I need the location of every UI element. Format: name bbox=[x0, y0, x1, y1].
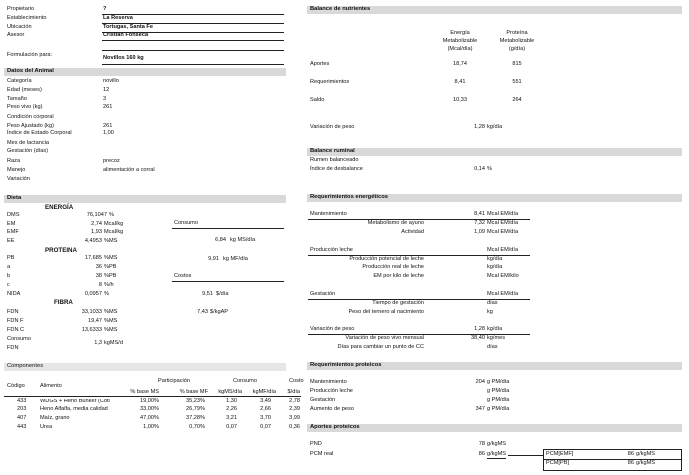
component-kgms: 2,26 bbox=[226, 406, 237, 412]
diet-unit: Mcal/kg bbox=[104, 229, 124, 235]
diet-label: EE bbox=[7, 238, 15, 244]
diet-value: 38 bbox=[95, 273, 102, 279]
protein-req-label: Aumento de peso bbox=[310, 406, 354, 412]
animal-value: novillo bbox=[103, 78, 119, 84]
animal-header: Datos del Animal bbox=[4, 68, 286, 76]
milk-row-unit: kg/día bbox=[487, 256, 503, 262]
animal-value: 261 bbox=[103, 123, 113, 129]
energy-req-unit: Mcal EM/día bbox=[487, 211, 519, 217]
diet-label: NIDA bbox=[7, 291, 21, 297]
protein-req-header: Requerimientos proteicos bbox=[307, 362, 682, 370]
component-ms: 47,00% bbox=[140, 415, 159, 421]
animal-value: 261 bbox=[103, 104, 113, 110]
col-consumption: Consumo bbox=[233, 378, 257, 384]
component-kgmf: 2,66 bbox=[260, 406, 271, 412]
component-name: Urea bbox=[40, 424, 53, 430]
diet-value: 33,1033 bbox=[81, 309, 102, 315]
animal-label: Tamaño bbox=[7, 96, 27, 102]
weight-var-unit: kg/día bbox=[487, 326, 503, 332]
diet-value: 1,93 bbox=[91, 229, 102, 235]
balance-label: Aportes bbox=[310, 61, 330, 67]
formulation-label: Formulación para: bbox=[7, 52, 53, 58]
protein-req-label: Producción leche bbox=[310, 388, 353, 394]
energy-req-unit: Mcal EM/día bbox=[487, 229, 519, 235]
col-cost: Costo bbox=[289, 378, 304, 384]
pcm-unit: g/kgMS bbox=[636, 451, 655, 457]
milk-row-label: EM por kilo de leche bbox=[373, 273, 424, 279]
animal-value: precoz bbox=[103, 158, 120, 164]
component-name: WDGS + Heno Bunker (Coti bbox=[40, 399, 110, 404]
component-kgmf: 0,07 bbox=[260, 424, 271, 430]
cost-value: 7,43 bbox=[197, 309, 208, 315]
diet-unit: %PB bbox=[104, 273, 117, 279]
weight-var-row-unit: kg/mes bbox=[487, 335, 506, 341]
pcm-box bbox=[543, 449, 682, 471]
milk-row-label: Producción potencial de leche bbox=[349, 256, 424, 262]
cost-unit: $/kgAP bbox=[210, 309, 229, 315]
consumption-title: Consumo bbox=[174, 220, 198, 226]
consumption-value: 9,91 bbox=[208, 256, 219, 262]
component-kgmf: 3,70 bbox=[260, 415, 271, 421]
establishment-label: Establecimiento bbox=[7, 15, 47, 21]
milk-label: Producción leche bbox=[310, 247, 353, 253]
diet-value: 4,4953 bbox=[84, 238, 102, 244]
protein-supply-header: Aportes proteicos bbox=[307, 424, 682, 432]
milk-row-unit: kg/día bbox=[487, 264, 503, 270]
diet-value: 0,0957 bbox=[84, 291, 102, 297]
cost-unit: $/día bbox=[216, 291, 229, 297]
diet-unit: Mcal/kg bbox=[104, 221, 124, 227]
gestation-label: Gestación bbox=[310, 291, 336, 297]
diet-label: c bbox=[7, 282, 10, 288]
component-mf: 35,23% bbox=[186, 398, 205, 404]
diet-label: FDN C bbox=[7, 327, 25, 333]
balance-label: Requerimientos bbox=[310, 79, 350, 85]
diet-label: FDN bbox=[7, 345, 19, 351]
balance-protein: 264 bbox=[512, 97, 522, 103]
establishment-value: La Reserva bbox=[103, 15, 133, 21]
diet-label: b bbox=[7, 273, 11, 279]
diet-label: FDN F bbox=[7, 318, 24, 324]
animal-label: Categoría bbox=[7, 78, 32, 84]
protein-req-unit: g PM/día bbox=[487, 379, 510, 385]
advisor-value: Cristian Fonseca bbox=[103, 32, 149, 38]
animal-label: Manejo bbox=[7, 167, 26, 173]
animal-label: Mes de lactancia bbox=[7, 140, 49, 146]
diet-header: Dieta bbox=[4, 195, 286, 203]
diet-unit: %MS bbox=[104, 309, 118, 315]
ruminal-status: Rumen balanceado bbox=[310, 157, 359, 163]
col-energy: Energía Metabolizable (Mcal/día) bbox=[442, 30, 478, 52]
owner-label: Propietario bbox=[7, 6, 35, 12]
diet-value: 17,685 bbox=[84, 255, 102, 261]
component-ms: 33,00% bbox=[140, 406, 159, 412]
protein-title: PROTEINA bbox=[45, 247, 77, 254]
energy-req-label: Mantenimiento bbox=[310, 211, 347, 217]
diet-label: DMS bbox=[7, 212, 20, 218]
col-food: Alimento bbox=[40, 383, 62, 389]
weight-change-unit: kg/día bbox=[487, 124, 503, 130]
protein-supply-unit: g/kgMS bbox=[487, 451, 506, 457]
component-cost: 3,99 bbox=[289, 415, 300, 421]
balance-protein: 815 bbox=[512, 61, 522, 67]
balance-protein: 551 bbox=[512, 79, 522, 85]
energy-req-value: 8,41 bbox=[474, 211, 485, 217]
diet-unit: %MS bbox=[104, 318, 118, 324]
diet-unit: % bbox=[109, 212, 114, 218]
consumption-unit: kg MF/día bbox=[223, 256, 248, 262]
col-kgms: kgMS/día bbox=[218, 389, 242, 395]
imbalance-unit: % bbox=[487, 166, 492, 172]
nutrient-balance-header: Balance de nutrientes bbox=[307, 6, 682, 14]
animal-label: Variación bbox=[7, 176, 30, 182]
balance-label: Saldo bbox=[310, 97, 325, 103]
component-mf: 26,79% bbox=[186, 406, 205, 412]
location-label: Ubicación bbox=[7, 24, 32, 30]
protein-req-unit: g PM/día bbox=[487, 388, 510, 394]
diet-value: 19,47 bbox=[88, 318, 102, 324]
diet-value: 2,74 bbox=[91, 221, 102, 227]
weight-var-label: Variación de peso bbox=[310, 326, 355, 332]
gestation-row-unit: días bbox=[487, 300, 498, 306]
gestation-row-label: Tiempo de gestación bbox=[372, 300, 424, 306]
protein-req-unit: g PM/día bbox=[487, 397, 510, 403]
diet-unit: %MS bbox=[104, 255, 118, 261]
location-value: Tortugas, Santa Fe bbox=[103, 24, 153, 30]
milk-unit: Mcal EM/día bbox=[487, 247, 519, 253]
energy-req-unit: Mcal EM/día bbox=[487, 220, 519, 226]
balance-energy: 18,74 bbox=[453, 61, 467, 67]
diet-label: FDN bbox=[7, 309, 19, 315]
diet-unit: %PB bbox=[104, 264, 117, 270]
col-protein: Proteína Metabolizable (g/día) bbox=[499, 30, 535, 52]
protein-req-label: Gestación bbox=[310, 397, 336, 403]
component-mf: 37,28% bbox=[186, 415, 205, 421]
animal-label: Edad (meses) bbox=[7, 87, 42, 93]
protein-req-unit: g PM/día bbox=[487, 406, 510, 412]
animal-value: 3 bbox=[103, 96, 107, 102]
protein-req-value: 204 bbox=[475, 379, 485, 385]
component-code: 203 bbox=[17, 406, 27, 412]
weight-var-row-value: 38,40 bbox=[471, 335, 485, 341]
col-participation: Participación bbox=[157, 378, 191, 384]
diet-value: 8 bbox=[98, 282, 102, 288]
weight-var-row-unit: días bbox=[487, 344, 498, 350]
component-code: 443 bbox=[17, 424, 27, 430]
component-cost: 2,78 bbox=[289, 398, 300, 404]
owner-value: ? bbox=[103, 6, 107, 12]
animal-value: 12 bbox=[103, 87, 110, 93]
component-cost: 2,39 bbox=[289, 406, 300, 412]
component-kgmf: 3,49 bbox=[260, 398, 271, 404]
component-mf: 0,70% bbox=[189, 424, 205, 430]
diet-unit: %MS bbox=[104, 238, 118, 244]
protein-supply-label: PCM real bbox=[310, 451, 334, 457]
component-ms: 19,00% bbox=[140, 398, 159, 404]
component-kgms: 0,07 bbox=[226, 424, 237, 430]
diet-label: a bbox=[7, 264, 11, 270]
component-name: Maíz, grano bbox=[40, 415, 70, 421]
balance-energy: 10,33 bbox=[453, 97, 467, 103]
col-base-mf: % base MF bbox=[179, 389, 208, 395]
protein-req-label: Mantenimiento bbox=[310, 379, 347, 385]
animal-value: alimentación a corral bbox=[103, 167, 155, 173]
weight-change-label: Variación de peso bbox=[310, 124, 355, 130]
imbalance-label: Índice de desbalance bbox=[310, 166, 363, 172]
gestation-row-unit: kg bbox=[487, 309, 493, 315]
protein-req-value: 347 bbox=[475, 406, 485, 412]
weight-var-row-label: Variación de peso vivo mensual bbox=[345, 335, 424, 341]
pcm-value: 86 bbox=[627, 460, 634, 466]
animal-label: Raza bbox=[7, 158, 21, 164]
energy-req-label: Metabolismo de ayuno bbox=[367, 220, 424, 226]
diet-unit: %/h bbox=[104, 282, 114, 288]
diet-unit: % bbox=[104, 291, 109, 297]
diet-value: 76,1047 bbox=[86, 212, 107, 218]
component-kgms: 3,21 bbox=[226, 415, 237, 421]
protein-supply-label: PND bbox=[310, 441, 322, 447]
imbalance-value: 0,14 bbox=[474, 166, 485, 172]
pcm-unit: g/kgMS bbox=[636, 460, 655, 466]
gestation-row-label: Peso del ternero al nacimiento bbox=[348, 309, 424, 315]
component-code: 407 bbox=[17, 415, 27, 421]
formulation-value: Novillos 160 kg bbox=[103, 55, 144, 61]
energy-req-header: Requerimientos energéticos bbox=[307, 194, 682, 202]
energy-req-label: Actividad bbox=[401, 229, 424, 235]
animal-label: Peso Ajustado (kg) bbox=[7, 123, 54, 129]
fiber-title: FIBRA bbox=[54, 299, 73, 306]
costs-title: Costos bbox=[174, 273, 192, 279]
weight-change-value: 1,28 bbox=[474, 124, 485, 130]
protein-supply-value: 86 bbox=[478, 451, 485, 457]
component-ms: 1,00% bbox=[143, 424, 159, 430]
gestation-unit: Mcal EM/día bbox=[487, 291, 519, 297]
diet-label: Consumo bbox=[7, 336, 31, 342]
pcm-value: 86 bbox=[627, 451, 634, 457]
diet-label: PB bbox=[7, 255, 15, 261]
animal-label: Índice de Estado Corporal bbox=[7, 130, 72, 136]
diet-unit: %MS bbox=[104, 327, 118, 333]
component-code: 433 bbox=[17, 398, 27, 404]
weight-var-value: 1,28 bbox=[474, 326, 485, 332]
col-cost-day: $/día bbox=[287, 389, 300, 395]
diet-label: EMF bbox=[7, 229, 19, 235]
energy-title: ENERGÍA bbox=[45, 204, 74, 211]
ruminal-balance-header: Balance ruminal bbox=[307, 148, 682, 156]
col-base-ms: % base MS bbox=[130, 389, 159, 395]
milk-row-label: Producción real de leche bbox=[362, 264, 424, 270]
animal-label: Peso vivo (kg) bbox=[7, 104, 43, 110]
protein-supply-value: 78 bbox=[478, 441, 485, 447]
component-cost: 0,36 bbox=[289, 424, 300, 430]
animal-label: Gestación (días) bbox=[7, 148, 49, 154]
energy-req-value: 7,32 bbox=[474, 220, 485, 226]
animal-label: Condición corporal bbox=[7, 114, 54, 120]
cost-value: 9,51 bbox=[202, 291, 213, 297]
protein-supply-unit: g/kgMS bbox=[487, 441, 506, 447]
consumption-unit: kg MS/día bbox=[230, 237, 256, 243]
weight-var-row-label: Días para cambiar un punto de CC bbox=[337, 344, 424, 350]
components-header: Componentes bbox=[4, 363, 286, 371]
component-kgms: 1,30 bbox=[226, 398, 237, 404]
col-kgmf: kgMF/día bbox=[252, 389, 276, 395]
component-name: Heno Alfalfa, media calidad bbox=[40, 406, 108, 412]
col-code: Código bbox=[7, 383, 25, 389]
pcm-label: PCM[EMF] bbox=[546, 451, 574, 457]
milk-row-unit: Mcal EM/kilo bbox=[487, 273, 519, 279]
diet-value: 13,6333 bbox=[81, 327, 102, 333]
consumption-value: 6,84 bbox=[215, 237, 226, 243]
pcm-label: PCM[PB] bbox=[546, 460, 570, 466]
balance-energy: 8,41 bbox=[454, 79, 466, 85]
diet-value: 36 bbox=[95, 264, 102, 270]
animal-value: 1,00 bbox=[103, 130, 114, 136]
diet-label: EM bbox=[7, 221, 16, 227]
advisor-label: Asesor bbox=[7, 32, 25, 38]
diet-unit: kgMS/d bbox=[104, 340, 123, 346]
energy-req-value: 1,09 bbox=[474, 229, 485, 235]
diet-value: 1,3 bbox=[94, 340, 102, 346]
